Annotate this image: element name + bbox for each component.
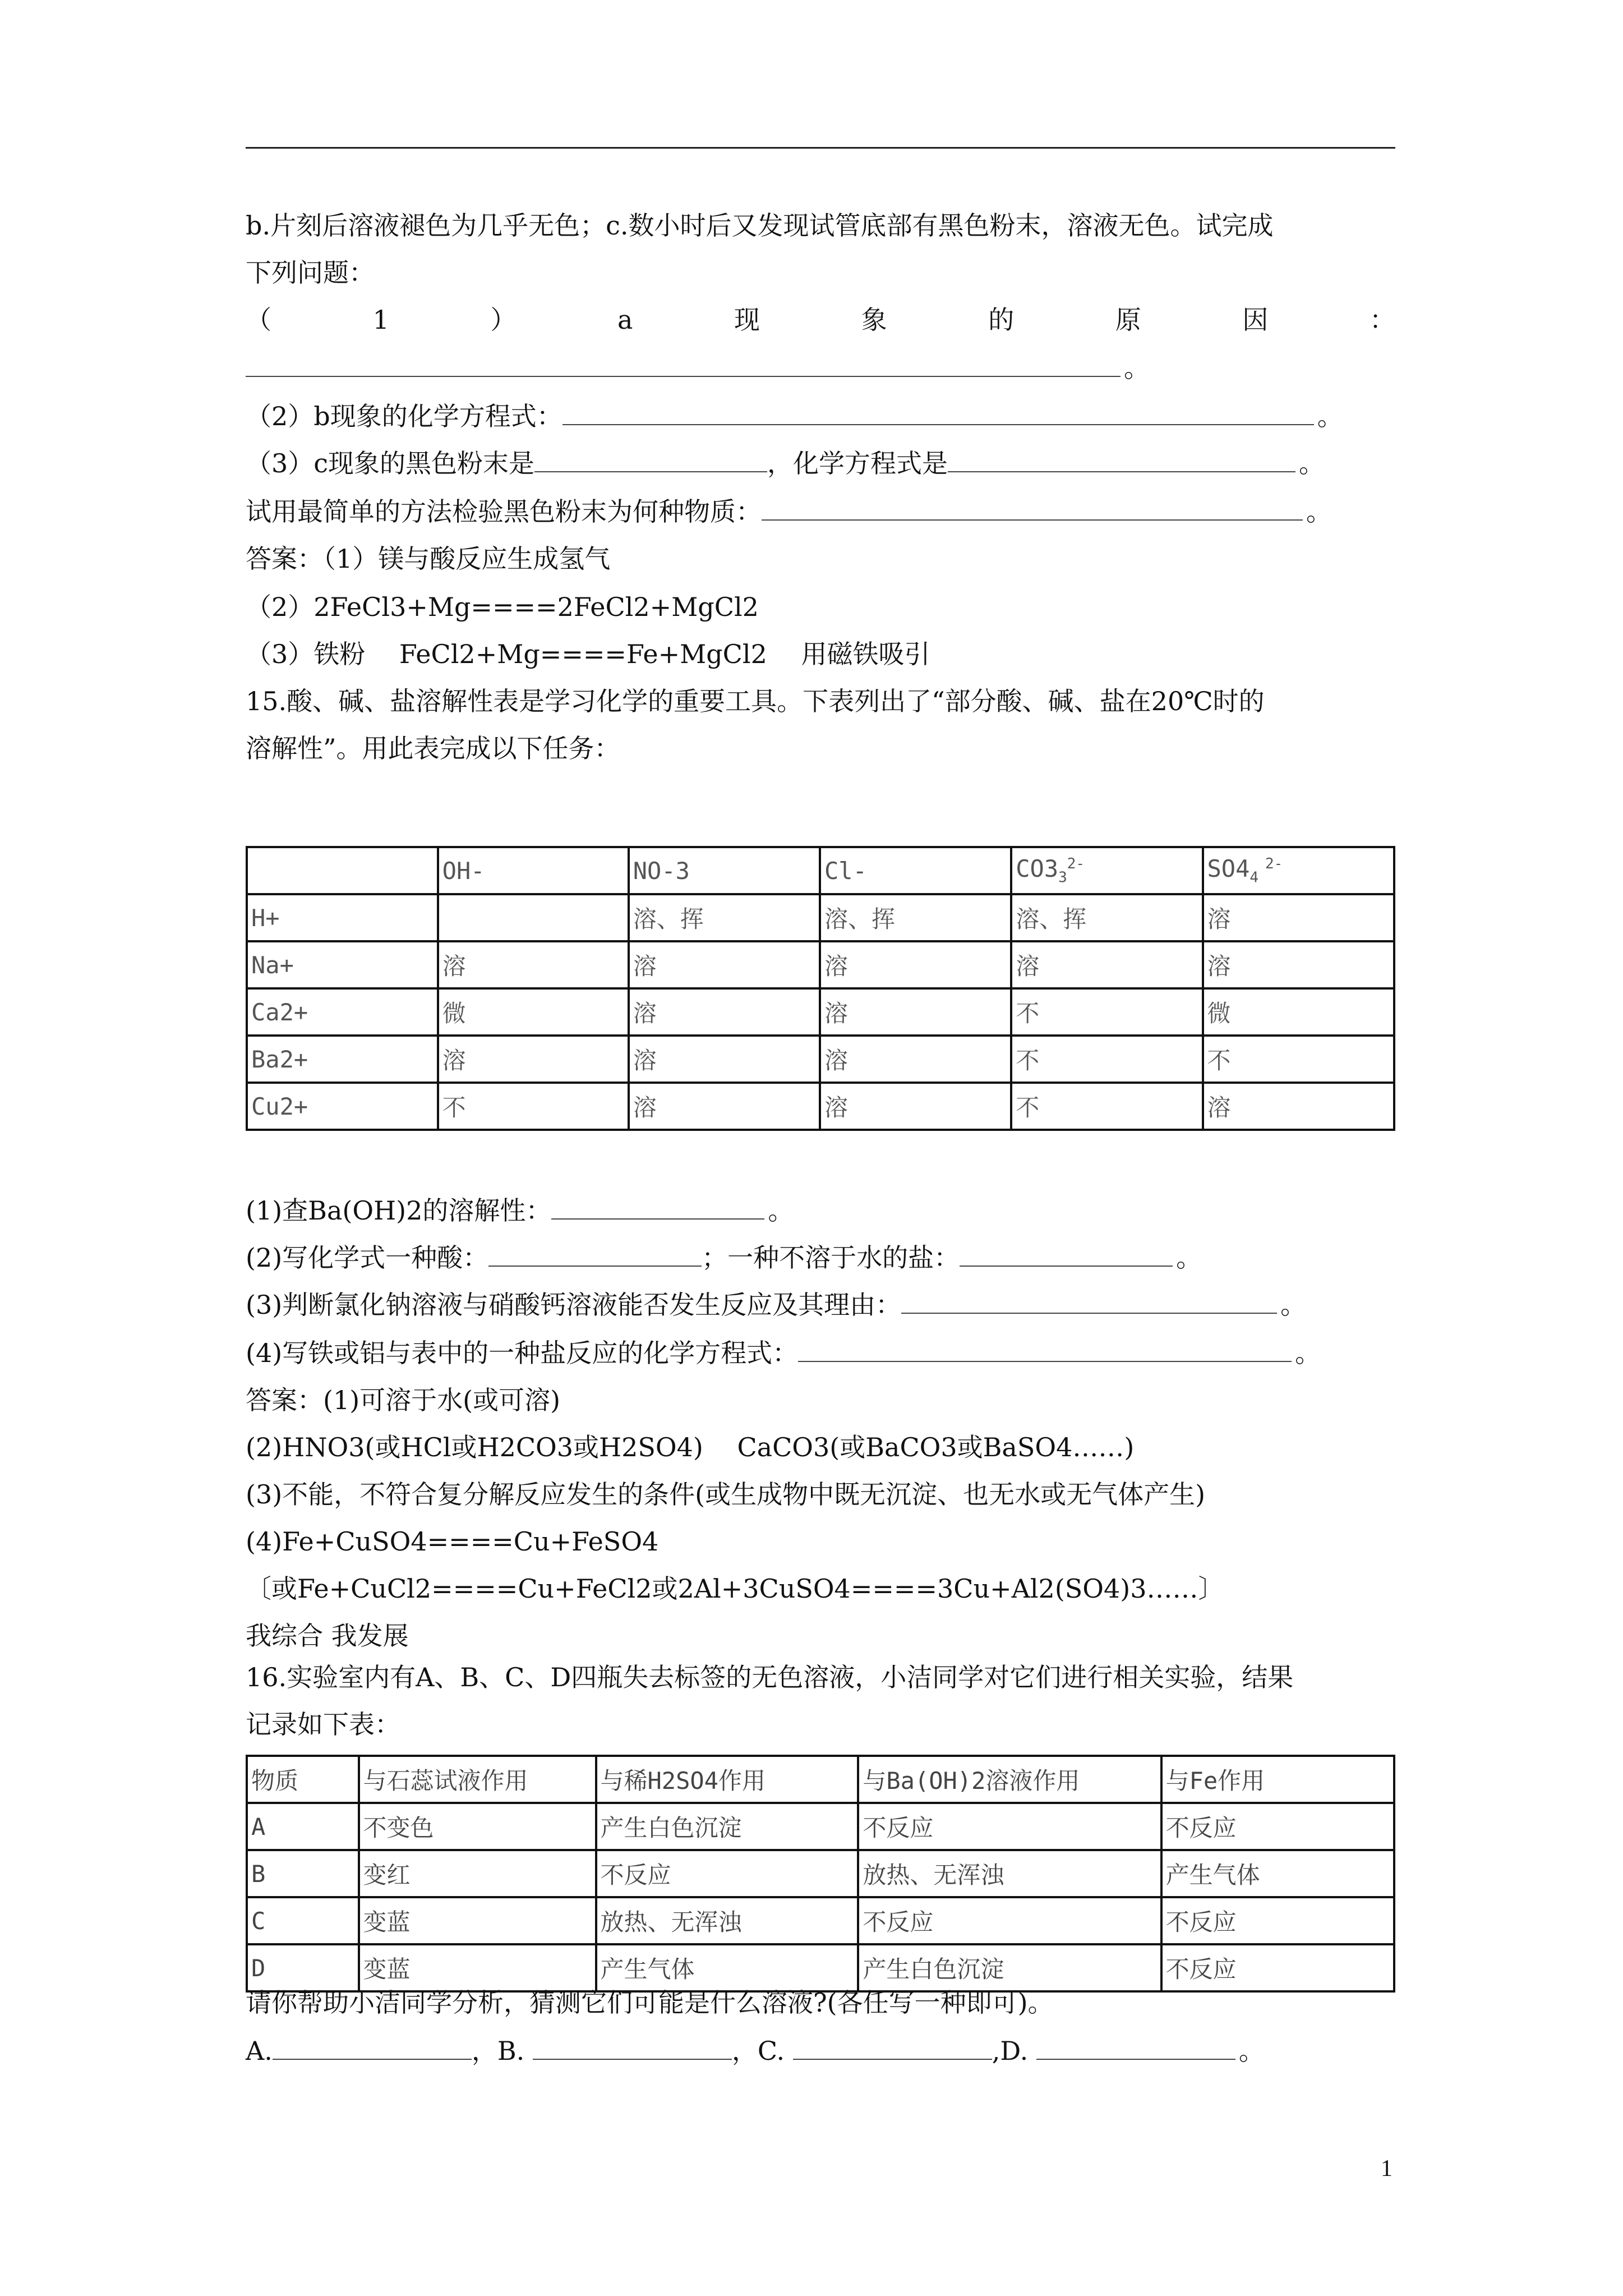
table-cell: 产生白色沉淀 [596,1803,859,1850]
table-cell: 不反应 [596,1850,859,1897]
question-14-part4: 试用最简单的方法检验黑色粉末为何种物质： 。 [246,495,1332,528]
row-header-cell: C [247,1897,359,1944]
table-row [247,894,1394,941]
table-cell: 变蓝 [359,1944,596,1991]
answer-blank[interactable] [960,1241,1173,1267]
table-cell: 微 [1203,988,1395,1036]
table-cell: 微 [438,988,629,1036]
row-header-cell: Cu2+ [247,1083,438,1130]
question-14-text-line-1: b.片刻后溶液褪色为几乎无色；c.数小时后又发现试管底部有黑色粉末，溶液无色。试完成 [246,210,1274,241]
table-cell: 不 [1011,1083,1202,1130]
solubility-table [246,846,1395,1131]
table-cell: 溶 [820,988,1011,1036]
table-cell: 溶 [438,941,629,988]
table-row [247,988,1394,1036]
table-cell: 变蓝 [359,1897,596,1944]
table-header-row: OH- NO-3 Cl- $CO3_3^{2-}$ $SO4_4^{2-}$ [247,847,1394,894]
table-cell: 不反应 [1161,1944,1394,1991]
table-cell: 溶 [1203,941,1395,988]
table-cell: 不 [1203,1036,1395,1083]
table-cell: 溶 [820,1036,1011,1083]
question-15-sub-2: (2)写化学式一种酸： ；一种不溶于水的盐： 。 [246,1241,1202,1274]
answer-blank[interactable] [488,1241,702,1267]
header-cell: 与Fe作用 [1161,1756,1394,1803]
answer-14-1: 答案：（1）镁与酸反应生成氢气 [246,544,611,574]
header-rule [246,147,1395,149]
answer-15-5: 〔或Fe+CuCl2====Cu+FeCl2或2Al+3CuSO4====3Cu+Al2(SO4)3……〕 [246,1573,1224,1604]
table-cell: 不反应 [858,1803,1161,1850]
question-14-part3: （3）c现象的黑色粉末是 ，化学方程式是 。 [246,447,1325,480]
question-15-sub-3: (3)判断氯化钠溶液与硝酸钙溶液能否发生反应及其理由： 。 [246,1288,1306,1322]
experiment-results-table [246,1755,1395,1993]
answer-blank[interactable] [762,495,1303,521]
table-cell: 产生气体 [1161,1850,1394,1897]
row-header-cell: Ca2+ [247,988,438,1036]
table-cell: 溶、挥 [820,894,1011,941]
question-15-sub-4: (4)写铁或铝与表中的一种盐反应的化学方程式： 。 [246,1336,1321,1370]
header-cell: 物质 [247,1756,359,1803]
table-cell: 溶 [629,941,820,988]
answer-blank[interactable] [551,1194,764,1220]
table-row [247,941,1394,988]
question-15-text-line-2: 溶解性”。用此表完成以下任务： [246,733,620,763]
question-16-text-line-1: 16.实验室内有A、B、C、D四瓶失去标签的无色溶液，小洁同学对它们进行相关实验，结果 [246,1662,1294,1692]
table-cell: 溶 [629,988,820,1036]
answer-blank-a[interactable] [273,2034,472,2060]
question-15-sub-1: (1)查Ba(OH)2的溶解性： 。 [246,1194,794,1227]
table-cell: 溶 [1203,1083,1395,1130]
table-row [247,1850,1394,1897]
table-cell: 产生气体 [596,1944,859,1991]
table-row [247,1944,1394,1991]
table-cell: 产生白色沉淀 [858,1944,1161,1991]
table-cell: 溶 [1203,894,1395,941]
answer-14-2: （2）2FeCl3+Mg====2FeCl2+MgCl2 [246,592,759,622]
page-number: 1 [1381,2156,1393,2182]
table-cell: 溶 [820,1083,1011,1130]
table-cell: 不 [1011,1036,1202,1083]
answer-blank-line-1: 。 [246,351,1150,385]
table-cell: 不反应 [1161,1897,1394,1944]
answer-blank[interactable] [534,447,767,472]
table-cell: 不 [438,1083,629,1130]
row-header-cell: H+ [247,894,438,941]
table-cell: 溶 [1011,941,1202,988]
question-14-part1-prompt: （ 1 ） a 现 象 的 原 因 ： [246,305,1395,335]
answer-15-2: (2)HNO3(或HCl或H2CO3或H2SO4) CaCO3(或BaCO3或BaSO4……) [246,1432,1135,1462]
row-header-cell: Ba2+ [247,1036,438,1083]
table-row [247,1897,1394,1944]
table-row [247,1803,1394,1850]
answer-15-3: (3)不能，不符合复分解反应发生的条件(或生成物中既无沉淀、也无水或无气体产生) [246,1479,1206,1510]
row-header-cell: D [247,1944,359,1991]
table-cell: 放热、无浑浊 [858,1850,1161,1897]
row-header-cell: B [247,1850,359,1897]
table-cell [438,894,629,941]
table-cell: 溶 [629,1083,820,1130]
answer-blank[interactable] [948,447,1295,472]
row-header-cell: A [247,1803,359,1850]
row-header-cell: Na+ [247,941,438,988]
table-cell: 溶 [629,1036,820,1083]
question-16-ask: 请你帮助小洁同学分析，猜测它们可能是什么溶液?(各任写一种即可)。 [246,1987,1054,2018]
answer-blank[interactable] [901,1288,1277,1314]
answer-15-1: 答案：(1)可溶于水(或可溶) [246,1385,561,1415]
table-row [247,1036,1394,1083]
table-cell: 放热、无浑浊 [596,1897,859,1944]
section-heading: 我综合 我发展 [246,1621,409,1651]
header-cell: 与石蕊试液作用 [359,1756,596,1803]
answer-blank-b[interactable] [533,2034,732,2060]
question-14-part2: （2）b现象的化学方程式： 。 [246,399,1343,433]
table-header-row [247,1756,1394,1803]
answer-15-4: (4)Fe+CuSO4====Cu+FeSO4 [246,1526,659,1557]
table-cell: 变红 [359,1850,596,1897]
answer-blank[interactable] [246,351,1121,377]
question-16-answers: A. ，B. ，C. ,D. 。 [246,2034,1265,2068]
table-cell: 不 [1011,988,1202,1036]
question-14-text-line-2: 下列问题： [246,257,375,288]
table-cell: 溶 [438,1036,629,1083]
table-row [247,1083,1394,1130]
table-cell: 不反应 [858,1897,1161,1944]
header-cell: 与Ba(OH)2溶液作用 [858,1756,1161,1803]
table-cell: 溶、挥 [629,894,820,941]
answer-blank-d[interactable] [1036,2034,1235,2060]
header-cell: 与稀H2SO4作用 [596,1756,859,1803]
table-cell: 不反应 [1161,1803,1394,1850]
answer-blank[interactable] [562,399,1314,425]
table-cell: 溶 [820,941,1011,988]
question-15-text-line-1: 15.酸、碱、盐溶解性表是学习化学的重要工具。下表列出了“部分酸、碱、盐在20℃时的 [246,686,1265,716]
table-cell: 溶、挥 [1011,894,1202,941]
answer-blank-c[interactable] [793,2034,992,2060]
answer-14-3: （3）铁粉 FeCl2+Mg====Fe+MgCl2 用磁铁吸引 [246,639,930,669]
question-16-text-line-2: 记录如下表： [246,1709,400,1740]
table-cell: 不变色 [359,1803,596,1850]
answer-blank[interactable] [798,1336,1292,1362]
